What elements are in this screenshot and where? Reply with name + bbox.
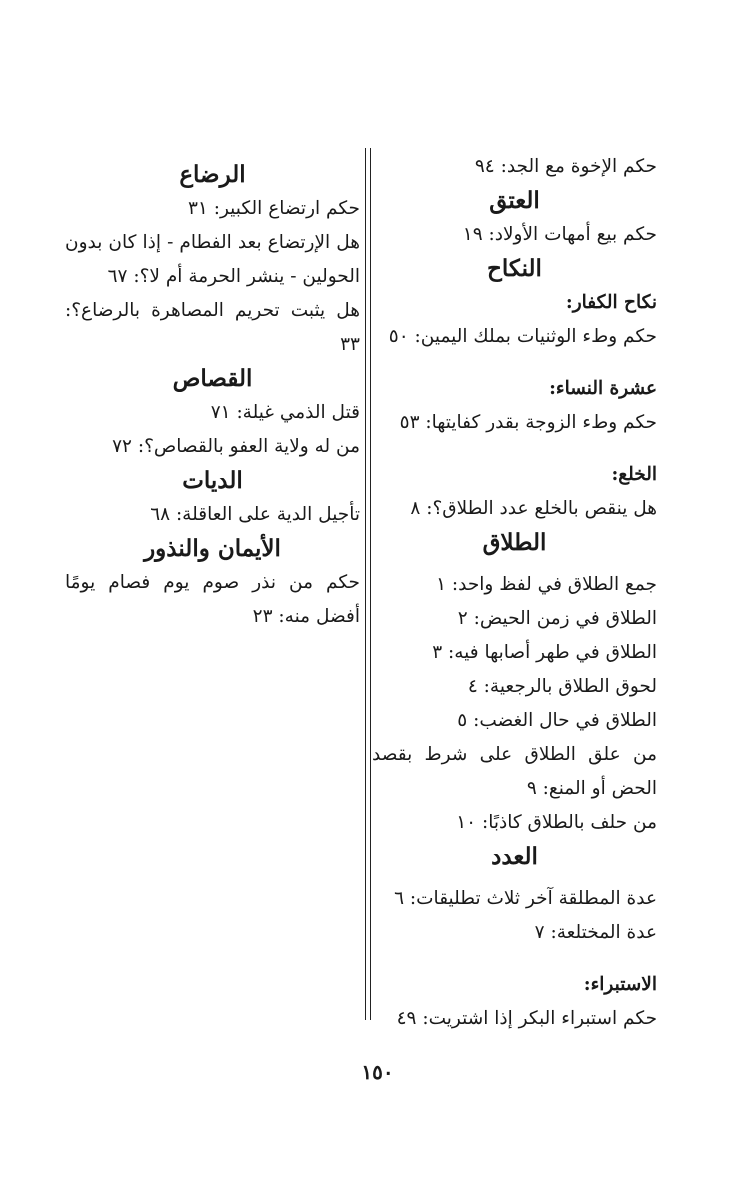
index-entry: من له ولاية العفو بالقصاص؟: ٧٢ [112,436,360,457]
subsection-heading: نكاح الكفار: [565,292,657,313]
index-entry: حكم ارتضاع الكبير: ٣١ [187,198,360,219]
column-divider [365,148,371,1020]
section-heading-rada: الرضاع [179,161,246,188]
index-entry: حكم وطء الزوجة بقدر كفايتها: ٥٣ [399,412,657,433]
index-entry: الطلاق في طهر أصابها فيه: ٣ [432,642,657,663]
index-entry: تأجيل الدية على العاقلة: ٦٨ [150,504,360,525]
index-entry: هل الإرتضاع بعد الفطام - إذا كان بدون الحولين - ينشر الحرمة أم لا؟: ٦٧ [65,232,360,287]
index-entry: عدة المطلقة آخر ثلاث تطليقات: ٦ [394,888,657,909]
section-heading-talaq: الطلاق [482,529,547,556]
index-entry: حكم الإخوة مع الجد: ٩٤ [474,156,657,177]
index-entry: من حلف بالطلاق كاذبًا: ١٠ [456,812,657,833]
index-entry: حكم وطء الوثنيات بملك اليمين: ٥٠ [388,326,657,347]
index-entry: حكم بيع أمهات الأولاد: ١٩ [462,224,657,245]
section-heading-idda: العدد [491,843,538,870]
index-entry: هل ينقص بالخلع عدد الطلاق؟: ٨ [410,498,657,519]
section-heading-qisas: القصاص [172,365,253,392]
subsection-heading: الخلع: [611,464,657,485]
section-heading-nikah: النكاح [487,255,542,282]
section-heading-ayman: الأيمان والنذور [144,535,281,562]
index-column-left [65,150,360,634]
index-entry: هل يثبت تحريم المصاهرة بالرضاع؟: ٣٣ [65,300,360,355]
index-entry: جمع الطلاق في لفظ واحد: ١ [436,574,657,595]
section-heading-itq: العتق [489,187,540,214]
index-entry: حكم استبراء البكر إذا اشتريت: ٤٩ [396,1008,657,1029]
index-entry: عدة المختلعة: ٧ [534,922,657,943]
index-entry: الطلاق في حال الغضب: ٥ [457,710,657,731]
index-entry: من علق الطلاق على شرط بقصد الحض أو المنع: ٩ [372,744,657,799]
subsection-heading: عشرة النساء: [549,378,657,399]
subsection-heading: الاستبراء: [583,974,657,995]
index-entry: حكم من نذر صوم يوم فصام يومًا أفضل منه: ٢٣ [65,572,360,627]
index-column-right [372,150,657,1036]
index-entry: الطلاق في زمن الحيض: ٢ [457,608,657,629]
section-heading-diyat: الديات [182,467,243,494]
index-entry: قتل الذمي غيلة: ٧١ [210,402,360,423]
page-number: ١٥٠ [361,1060,394,1084]
index-entry: لحوق الطلاق بالرجعية: ٤ [467,676,657,697]
